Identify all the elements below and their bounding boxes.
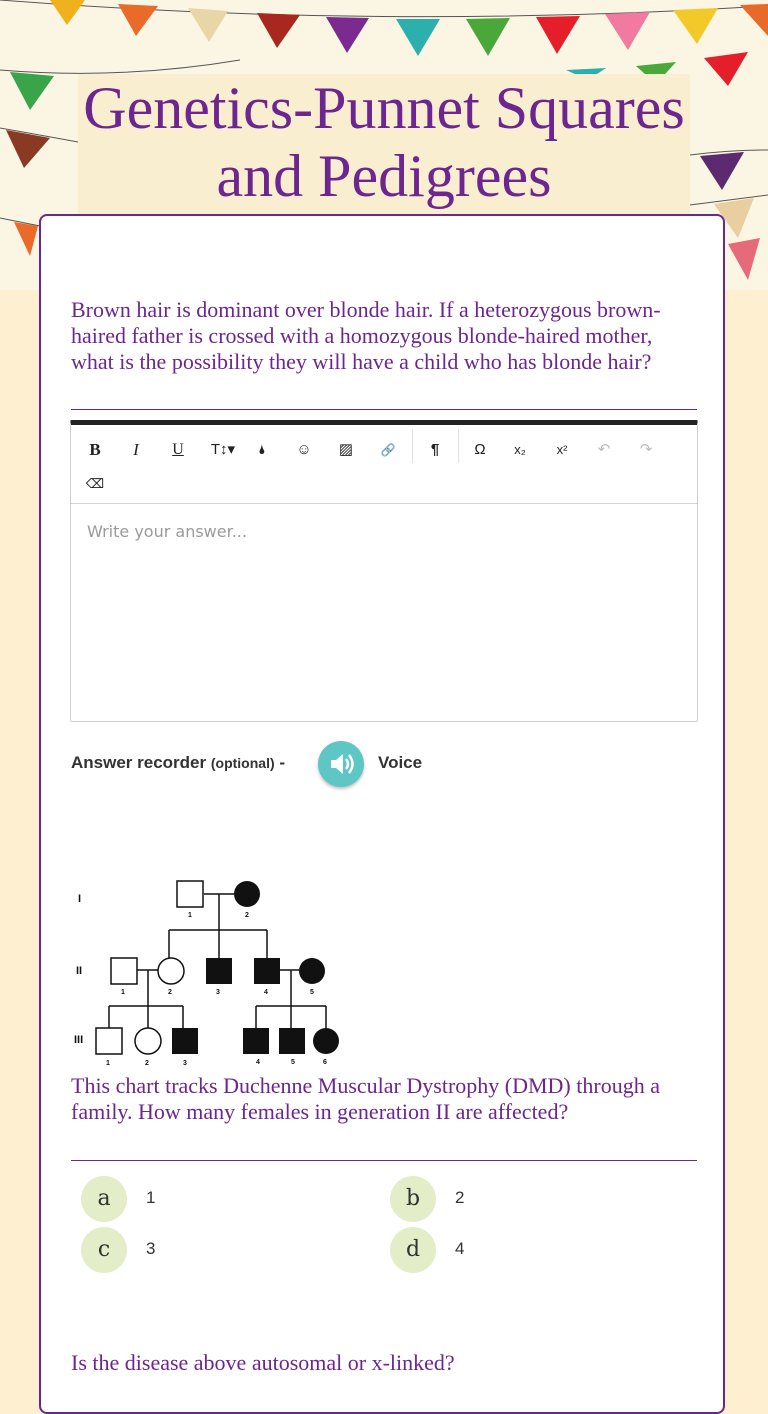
individual-number: 3 [183, 1060, 187, 1067]
answer-recorder-label [71, 753, 285, 773]
bold-button[interactable]: B [89, 440, 101, 459]
generation-label: III [74, 1034, 84, 1046]
toolbar-separator [412, 429, 413, 463]
generation-label: II [76, 965, 83, 977]
pedigree-chart [70, 870, 360, 1070]
choice-value: 4 [455, 1239, 465, 1258]
choice-letter: a [81, 1176, 127, 1222]
choice-b[interactable] [390, 1176, 690, 1222]
individual-number: 2 [245, 912, 249, 919]
clear-format-icon[interactable]: ⌫ [85, 476, 105, 491]
special-character-icon[interactable]: Ω [474, 441, 486, 458]
individual-number: 2 [145, 1060, 149, 1067]
individual-number: 6 [323, 1059, 327, 1066]
gen3-male-5 [279, 1028, 305, 1054]
choice-c[interactable] [81, 1227, 381, 1273]
question-1-text: Brown hair is dominant over blonde hair. If a heterozygous brown-haired father is crossed with a homozygous blonde-haired mother, what is the possibility they will have a child who has blonde hair? [71, 297, 661, 374]
subscript-button[interactable]: x₂ [514, 442, 526, 457]
gen3-female-6 [313, 1028, 339, 1054]
answer-input[interactable] [71, 504, 697, 720]
choice-value: 3 [146, 1239, 156, 1258]
image-icon[interactable]: ▨ [338, 441, 354, 458]
editor-toolbar [71, 425, 697, 504]
choice-letter: c [81, 1227, 127, 1273]
undo-icon[interactable]: ↶ [597, 441, 611, 458]
individual-number: 4 [264, 989, 268, 996]
italic-button[interactable]: I [133, 440, 139, 459]
choice-value: 1 [146, 1188, 156, 1207]
individual-number: 1 [188, 912, 192, 919]
choice-letter: d [390, 1227, 436, 1273]
individual-number: 1 [106, 1060, 110, 1067]
text-size-button[interactable]: T↕▾ [210, 441, 236, 458]
choice-a[interactable] [81, 1176, 381, 1222]
gen2-male-3 [206, 958, 232, 984]
voice-record-button[interactable] [318, 741, 364, 787]
individual-number: 3 [216, 989, 220, 996]
gen2-female-5 [299, 958, 325, 984]
choice-value: 2 [455, 1188, 465, 1207]
question-1-divider [71, 409, 697, 410]
individual-number: 4 [256, 1059, 260, 1066]
redo-icon[interactable]: ↷ [639, 441, 653, 458]
gen2-male-4 [254, 958, 280, 984]
individual-number: 5 [310, 989, 314, 996]
answer-editor [70, 420, 698, 722]
underline-button[interactable]: U [172, 441, 184, 458]
individual-number: 1 [121, 989, 125, 996]
recorder-title: Answer recorder [71, 753, 207, 772]
question-2-text: This chart tracks Duchenne Muscular Dystrophy (DMD) through a family. How many females in generation II are affected? [71, 1073, 660, 1124]
generation-label: I [78, 893, 82, 905]
gen2-male-1 [111, 958, 137, 984]
superscript-button[interactable]: x² [556, 442, 568, 457]
question-3-text: Is the disease above autosomal or x-linked? [71, 1350, 455, 1375]
choice-d[interactable] [390, 1227, 690, 1273]
page-title: Genetics-Punnet Squares and Pedigrees [83, 75, 685, 209]
gen3-male-4 [243, 1028, 269, 1054]
gen2-female-2 [158, 958, 184, 984]
gen1-female-2 [234, 881, 260, 907]
question-2-divider [71, 1160, 697, 1161]
individual-number: 5 [291, 1059, 295, 1066]
gen3-male-1 [96, 1028, 122, 1054]
recorder-dash: - [279, 753, 286, 772]
speaker-icon [318, 741, 364, 787]
recorder-optional: (optional) [210, 755, 275, 771]
paragraph-direction-icon[interactable]: ¶ [430, 441, 440, 458]
gen3-female-2 [135, 1028, 161, 1054]
choice-letter: b [390, 1176, 436, 1222]
link-icon[interactable]: 🔗 [380, 443, 396, 457]
voice-label: Voice [378, 753, 423, 772]
gen3-male-3 [172, 1028, 198, 1054]
text-color-icon[interactable]: 🌢 [258, 442, 266, 457]
toolbar-separator [458, 429, 459, 463]
individual-number: 2 [168, 989, 172, 996]
gen1-male-1 [177, 881, 203, 907]
emoji-icon[interactable]: ☺ [296, 441, 312, 458]
